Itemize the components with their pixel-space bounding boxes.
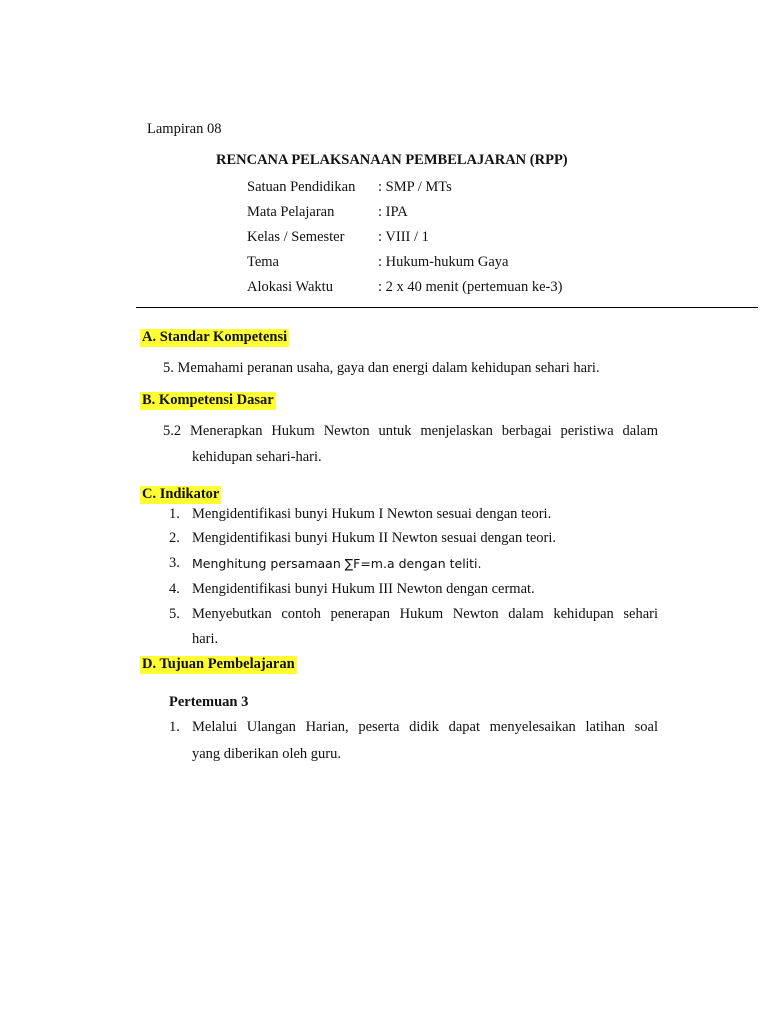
meta-label: Tema <box>247 254 279 270</box>
meta-label: Mata Pelajaran <box>247 204 335 220</box>
list-number: 1. <box>169 719 180 735</box>
list-number: 3. <box>169 555 180 571</box>
list-text: Mengidentifikasi bunyi Hukum II Newton sesuai dengan teori. <box>192 530 557 546</box>
section-c-heading: C. Indikator <box>142 486 220 502</box>
section-b-line-1: 5.2 Menerapkan Hukum Newton untuk menjelaskan berbagai peristiwa dalam <box>163 423 658 439</box>
header-divider <box>136 307 758 308</box>
meta-value: : 2 x 40 menit (pertemuan ke-3) <box>378 279 563 295</box>
document-title: RENCANA PELAKSANAAN PEMBELAJARAN (RPP) <box>216 152 568 168</box>
section-a-heading: A. Standar Kompetensi <box>142 329 288 345</box>
section-d-heading: D. Tujuan Pembelajaran <box>142 656 295 672</box>
meta-value: : IPA <box>378 204 408 220</box>
meta-value: : SMP / MTs <box>378 179 452 195</box>
attachment-label: Lampiran 08 <box>147 121 222 137</box>
meta-value: : Hukum-hukum Gaya <box>378 254 509 270</box>
list-text: Mengidentifikasi bunyi Hukum III Newton dengan cermat. <box>192 581 535 597</box>
list-text: Menghitung persamaan ∑F=m.a dengan teliti. <box>192 556 482 571</box>
meeting-subheading: Pertemuan 3 <box>169 694 249 710</box>
list-text-continued: yang diberikan oleh guru. <box>192 746 341 762</box>
meta-value: : VIII / 1 <box>378 229 429 245</box>
list-text-continued: hari. <box>192 631 219 647</box>
list-text: Melalui Ulangan Harian, peserta didik dapat menyelesaikan latihan soal <box>192 719 658 735</box>
list-number: 4. <box>169 581 180 597</box>
meta-label: Kelas / Semester <box>247 229 345 245</box>
section-b-heading: B. Kompetensi Dasar <box>142 392 274 408</box>
list-text: Mengidentifikasi bunyi Hukum I Newton sesuai dengan teori. <box>192 506 552 522</box>
list-number: 2. <box>169 530 180 546</box>
list-number: 5. <box>169 606 180 622</box>
section-b-line-2: kehidupan sehari-hari. <box>192 449 322 465</box>
list-number: 1. <box>169 506 180 522</box>
meta-label: Alokasi Waktu <box>247 279 333 295</box>
meta-label: Satuan Pendidikan <box>247 179 356 195</box>
section-a-text: 5. Memahami peranan usaha, gaya dan energi dalam kehidupan sehari hari. <box>163 360 600 376</box>
list-text: Menyebutkan contoh penerapan Hukum Newton dalam kehidupan sehari <box>192 606 658 622</box>
